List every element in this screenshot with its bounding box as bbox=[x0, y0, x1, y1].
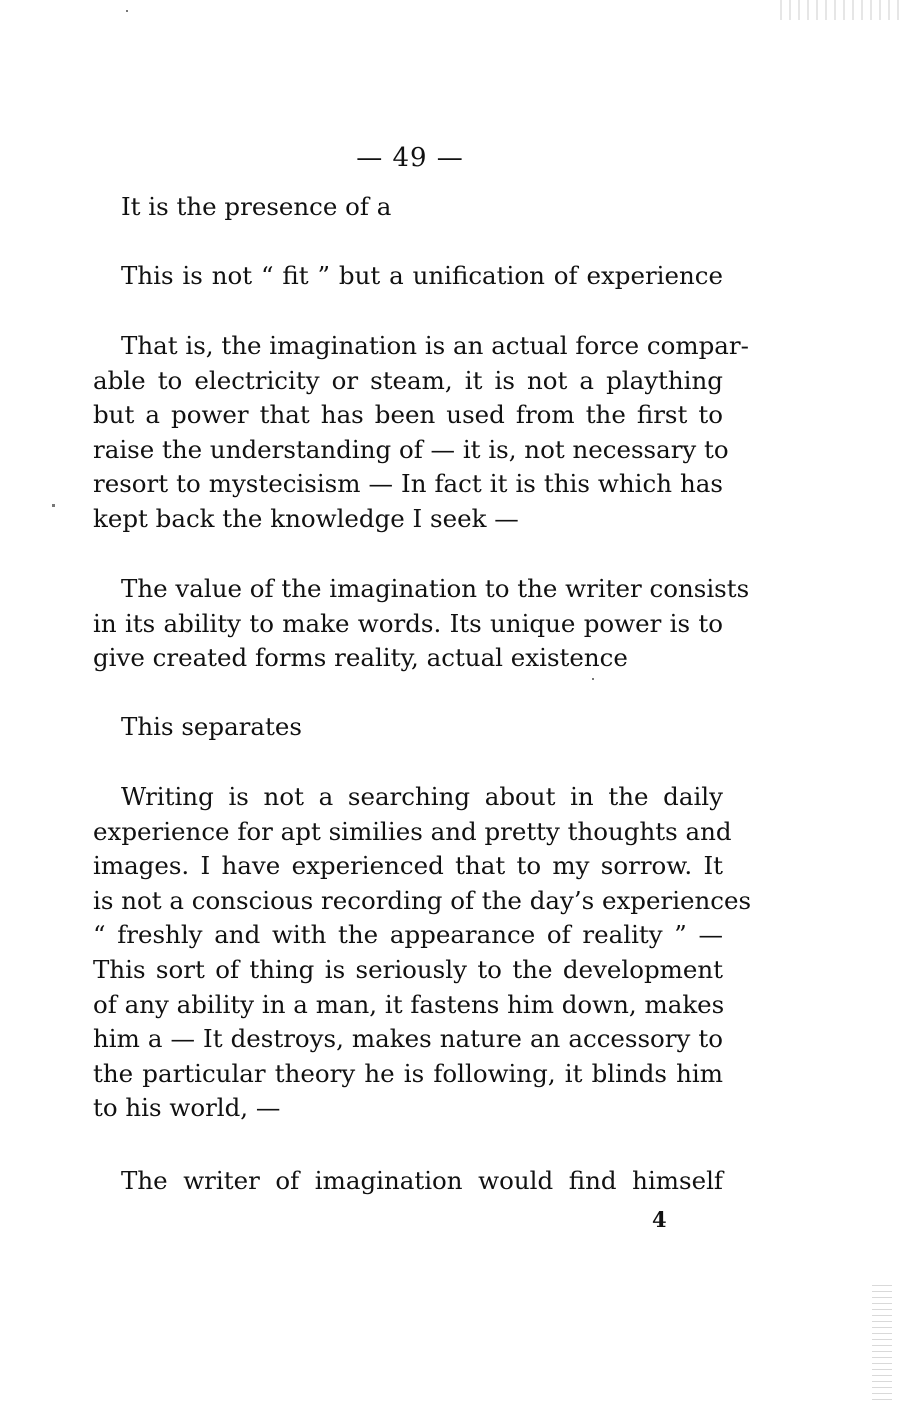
text-line: This separates bbox=[121, 712, 302, 741]
text-line: is not a conscious recording of the day’s experiences bbox=[93, 885, 752, 915]
scan-speck bbox=[126, 10, 128, 12]
paragraph-7 bbox=[93, 1164, 723, 1199]
text-line: raise the understanding of — it is, not necessary to bbox=[93, 434, 729, 464]
text-line: That is, the imagination is an actual force compar- bbox=[121, 331, 749, 360]
text-line: It is the presence of a bbox=[121, 192, 392, 221]
text-line: images. I have experienced that to my sorrow. It bbox=[93, 851, 723, 881]
text-line: able to electricity or steam, it is not a plaything bbox=[93, 365, 723, 395]
text-line: give created forms reality, actual existence bbox=[93, 643, 628, 673]
text-line: the particular theory he is following, it blinds him bbox=[93, 1058, 723, 1088]
page-number: — 49 — bbox=[356, 143, 464, 173]
text-line: The value of the imagination to the writer consists bbox=[121, 574, 750, 603]
text-line: to his world, — bbox=[93, 1093, 281, 1123]
text-line: him a — It destroys, makes nature an accessory to bbox=[93, 1024, 723, 1054]
scan-edge-marks-right bbox=[872, 1285, 892, 1400]
scan-speck bbox=[52, 504, 55, 507]
text-line: resort to mystecisism — In fact it is this which has bbox=[93, 469, 723, 499]
paragraph-6 bbox=[93, 780, 752, 1126]
paragraph-4 bbox=[93, 572, 750, 676]
text-line: kept back the knowledge I seek — bbox=[93, 503, 519, 533]
text-line: “ freshly and with the appearance of reality ” — bbox=[93, 920, 723, 950]
paragraph-1 bbox=[93, 190, 723, 225]
text-line: This is not “ fit ” but a unification of experience bbox=[121, 261, 723, 290]
text-line: experience for apt similies and pretty thoughts and bbox=[93, 816, 732, 846]
text-line: This sort of thing is seriously to the development bbox=[93, 954, 723, 984]
text-line: of any ability in a man, it fastens him down, makes bbox=[93, 989, 725, 1019]
paragraph-5 bbox=[93, 710, 723, 745]
text-line: The writer of imagination would find himself bbox=[121, 1166, 723, 1195]
text-line: Writing is not a searching about in the daily bbox=[121, 782, 723, 811]
paragraph-2 bbox=[93, 259, 723, 294]
scan-speck bbox=[592, 678, 594, 680]
signature-mark: 4 bbox=[652, 1207, 667, 1232]
scan-edge-marks-top bbox=[780, 0, 900, 20]
paragraph-3 bbox=[93, 329, 749, 537]
text-line: but a power that has been used from the first to bbox=[93, 400, 723, 430]
text-line: in its ability to make words. Its unique power is to bbox=[93, 608, 723, 638]
